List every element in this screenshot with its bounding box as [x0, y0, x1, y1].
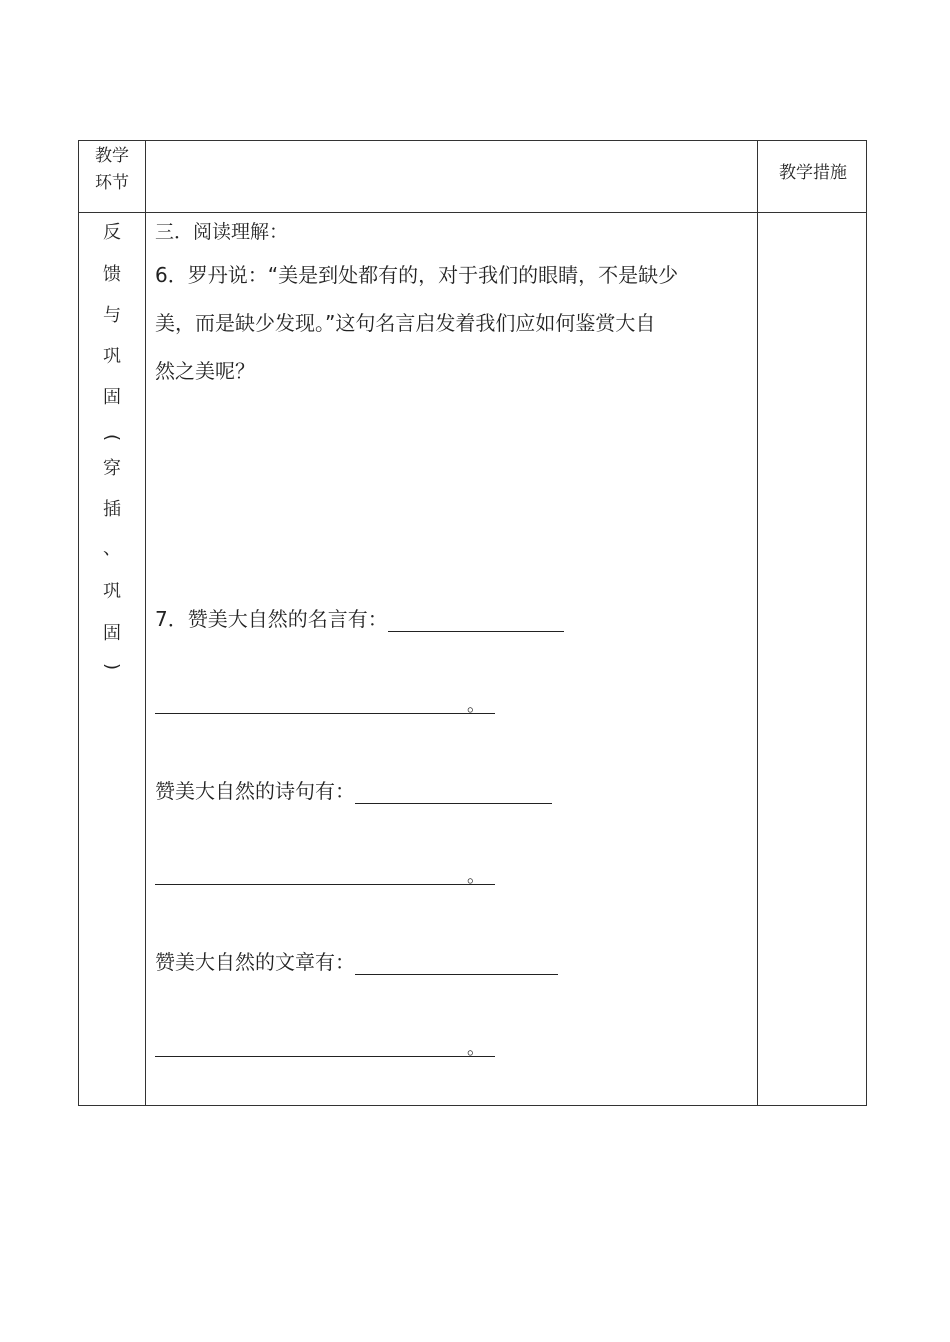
articles-row [155, 946, 558, 975]
poems-blank-short[interactable] [355, 781, 552, 804]
side-char: 插 [103, 499, 121, 520]
poems-blank-long[interactable] [155, 864, 495, 885]
articles-label: 赞美大自然的文章有： [155, 950, 355, 974]
side-char: 巩 [103, 581, 121, 602]
header-left-line2: 环节 [95, 173, 129, 193]
side-char: 、 [103, 538, 121, 559]
articles-blank-long[interactable] [155, 1036, 495, 1057]
side-char: 穿 [103, 458, 121, 479]
side-char: 馈 [103, 264, 121, 285]
column-divider-left [145, 141, 146, 1105]
header-teaching-measures: 教学措施 [779, 163, 847, 183]
question-6-line-1: 6．罗丹说：“美是到处都有的，对于我们的眼睛，不是缺少 [155, 263, 679, 287]
poems-period: 。 [467, 866, 485, 887]
quotes-blank-long[interactable] [155, 693, 495, 714]
side-char: 与 [103, 305, 121, 326]
poems-row [155, 775, 552, 804]
section-heading: 三．阅读理解： [155, 221, 289, 243]
poems-label: 赞美大自然的诗句有： [155, 779, 355, 803]
header-left-line1: 教学 [95, 146, 129, 166]
articles-blank-short[interactable] [355, 952, 558, 975]
side-char: 巩 [103, 346, 121, 367]
question-6-line-3: 然之美呢？ [155, 359, 255, 383]
side-open-paren: ( [101, 433, 123, 442]
lesson-table [78, 140, 867, 1106]
header-teaching-stage [79, 143, 145, 197]
header-divider [79, 212, 866, 213]
question-6-line-2: 美，而是缺少发现。”这句名言启发着我们应如何鉴赏大自 [155, 311, 656, 335]
quotes-period: 。 [467, 695, 485, 716]
side-char: 反 [103, 222, 121, 243]
side-close-paren: ) [101, 662, 123, 671]
quotes-label: 7．赞美大自然的名言有： [155, 607, 388, 631]
quotes-blank-short[interactable] [388, 609, 564, 632]
articles-period: 。 [467, 1038, 485, 1059]
column-divider-right [757, 141, 758, 1105]
side-char: 固 [103, 623, 121, 644]
side-char: 固 [103, 387, 121, 408]
question-7-quotes [155, 603, 564, 632]
